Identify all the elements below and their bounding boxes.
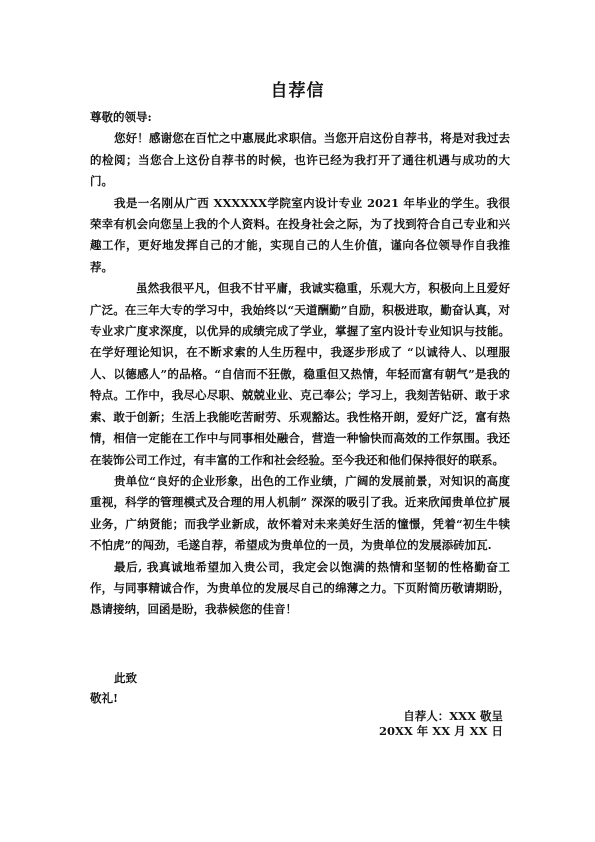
page-title: 自荐信	[270, 81, 325, 101]
signature-date: 20XX 年 XX 月 XX 日	[378, 724, 503, 738]
closing-salute: 敬礼!	[90, 691, 119, 705]
salutation: 尊敬的领导:	[90, 110, 152, 124]
letter-body	[90, 107, 510, 621]
paragraph-introduction: 我是一名刚从广西 XXXXXX学院室内设计专业 2021 年毕业的学生。我很荣幸有机会向您呈上我的个人资料。在投身社会之际，为了找到符合自己专业和兴趣工作，更好地发挥自己的才能，实现自己的人生价值，谨向各位领导作自我推荐。	[90, 195, 510, 274]
paragraph-company-interest: 贵单位“良好的企业形象，出色的工作业绩，广阔的发展前景，对知识的高度重视，科学的管理模式及合理的用人机制” 深深的吸引了我。近来欣闻贵单位扩展业务，广纳贤能；而我学业新成，故怀着对未来美好生活的憧憬，凭着“初生牛犊不怕虎”的闯劲，毛遂自荐，希望成为贵单位的一员，为贵单位的发展添砖加瓦.	[90, 473, 510, 553]
paragraph-conclusion: 最后, 我真诚地希望加入贵公司，我定会以饱满的热情和坚韧的性格勤奋工作，与同事精诚合作，为贵单位的发展尽自己的绵薄之力。下页附简历敬请期盼，恳请接纳，回函是盼，我恭候您的佳音！	[90, 559, 510, 617]
signature: 自荐人：XXX 敬呈	[403, 709, 503, 723]
paragraph-opening: 您好！感谢您在百忙之中惠展此求职信。当您开启这份自荐书，将是对我过去的检阅；当您合上这份自荐书的时候，也许已经为我打开了通往机遇与成功的大门。	[90, 131, 510, 189]
closing-phrase: 此致	[114, 671, 137, 685]
paragraph-personal-qualities: 虽然我很平凡，但我不甘平庸，我诚实稳重，乐观大方，积极向上且爱好广泛。在三年大专的学习中，我始终以“天道酬勤”自励，积极进取，勤奋认真，对专业求广度求深度，以优异的成绩完成了学业，掌握了室内设计专业知识与技能。在学好理论知识，在不断求索的人生历程中，我逐步形成了 “以诚待人、以理服人、以德感人”的品格。“自信而不狂傲，稳重但又热情，年轻而富有朝气”是我的特点。工作中，我尽心尽职、兢兢业业、克己奉公；学习上，我刻苦钻研、敢于求索、敢于创新；生活上我能吃苦耐劳、乐观豁达。我性格开朗，爱好广泛，富有热情，相信一定能在工作中与同事相处融合，营造一种愉快而高效的工作氛围。我还在装饰公司工作过，有丰富的工作和社会经验。至今我还和他们保持很好的联系。	[90, 281, 510, 467]
